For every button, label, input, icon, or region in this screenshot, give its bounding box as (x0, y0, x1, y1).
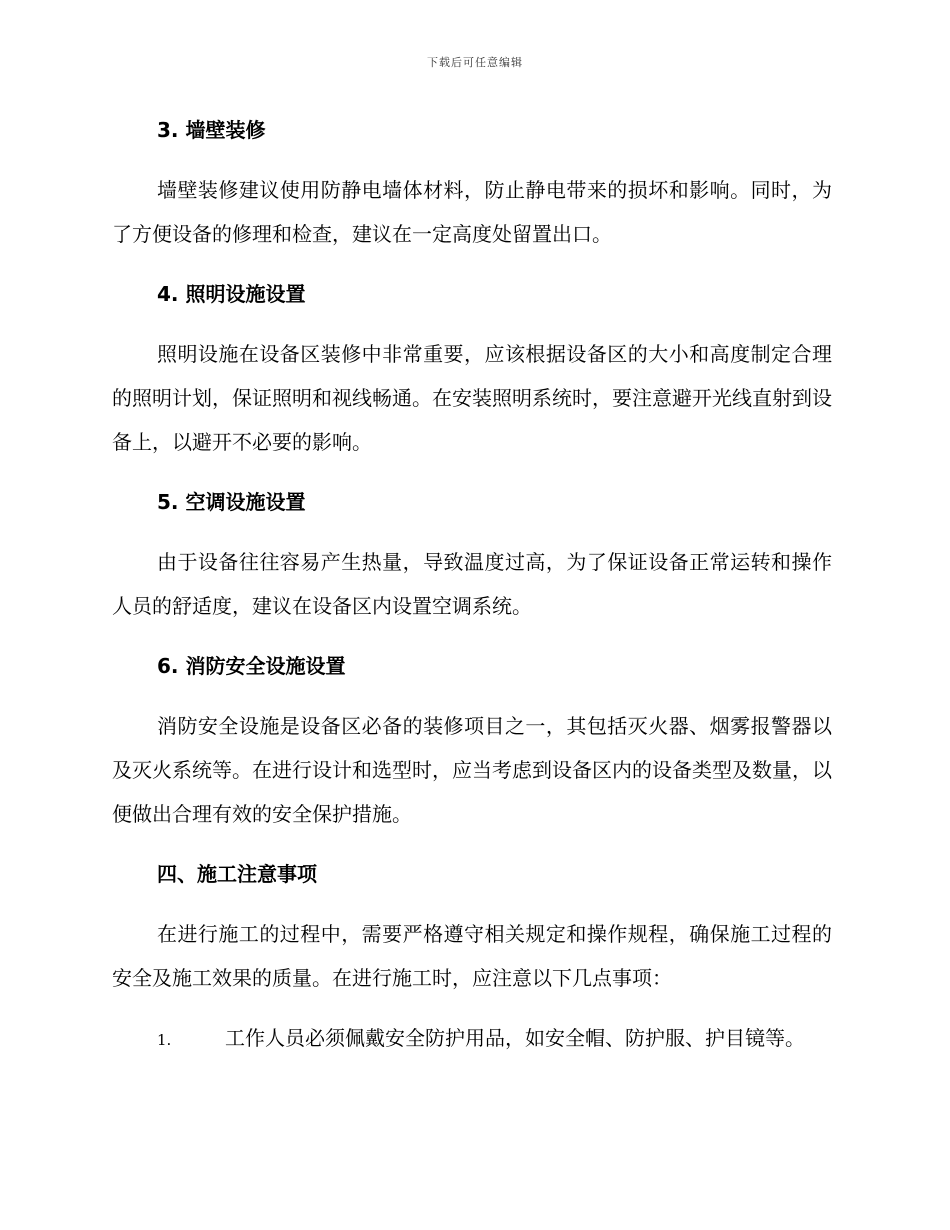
section-paragraph-fire-safety: 消防安全设施是设备区必备的装修项目之一，其包括灭火器、烟雾报警器以及灭火系统等。在进行设计和选型时，应当考虑到设备区内的设备类型及数量，以便做出合理有效的安全保护措施。 (112, 714, 832, 826)
section-heading-construction: 四、施工注意事项 (157, 862, 317, 886)
section-paragraph-aircon: 由于设备往往容易产生热量，导致温度过高，为了保证设备正常运转和操作人员的舒适度，建议在设备区内设置空调系统。 (112, 550, 832, 618)
list-item-text: 工作人员必须佩戴安全防护用品，如安全帽、防护服、护目镜等。 (225, 1026, 805, 1050)
section-paragraph-construction: 在进行施工的过程中，需要严格遵守相关规定和操作规程，确保施工过程的安全及施工效果的质量。在进行施工时，应注意以下几点事项： (112, 922, 832, 990)
section-heading-fire-safety: 6. 消防安全设施设置 (157, 654, 346, 678)
section-paragraph-wall: 墙壁装修建议使用防静电墙体材料，防止静电带来的损坏和影响。同时，为了方便设备的修理和检查，建议在一定高度处留置出口。 (112, 178, 832, 246)
section-paragraph-lighting: 照明设施在设备区装修中非常重要，应该根据设备区的大小和高度制定合理的照明计划，保证照明和视线畅通。在安装照明系统时，要注意避开光线直射到设备上，以避开不必要的影响。 (112, 342, 832, 454)
section-heading-lighting: 4. 照明设施设置 (157, 282, 306, 306)
document-body (112, 108, 832, 1062)
list-item-number: 1. (157, 1031, 172, 1049)
list-item (112, 1016, 832, 1062)
section-heading-wall: 3. 墙壁装修 (157, 118, 266, 142)
page-header: 下载后可任意编辑 (427, 56, 523, 69)
section-heading-aircon: 5. 空调设施设置 (157, 490, 306, 514)
